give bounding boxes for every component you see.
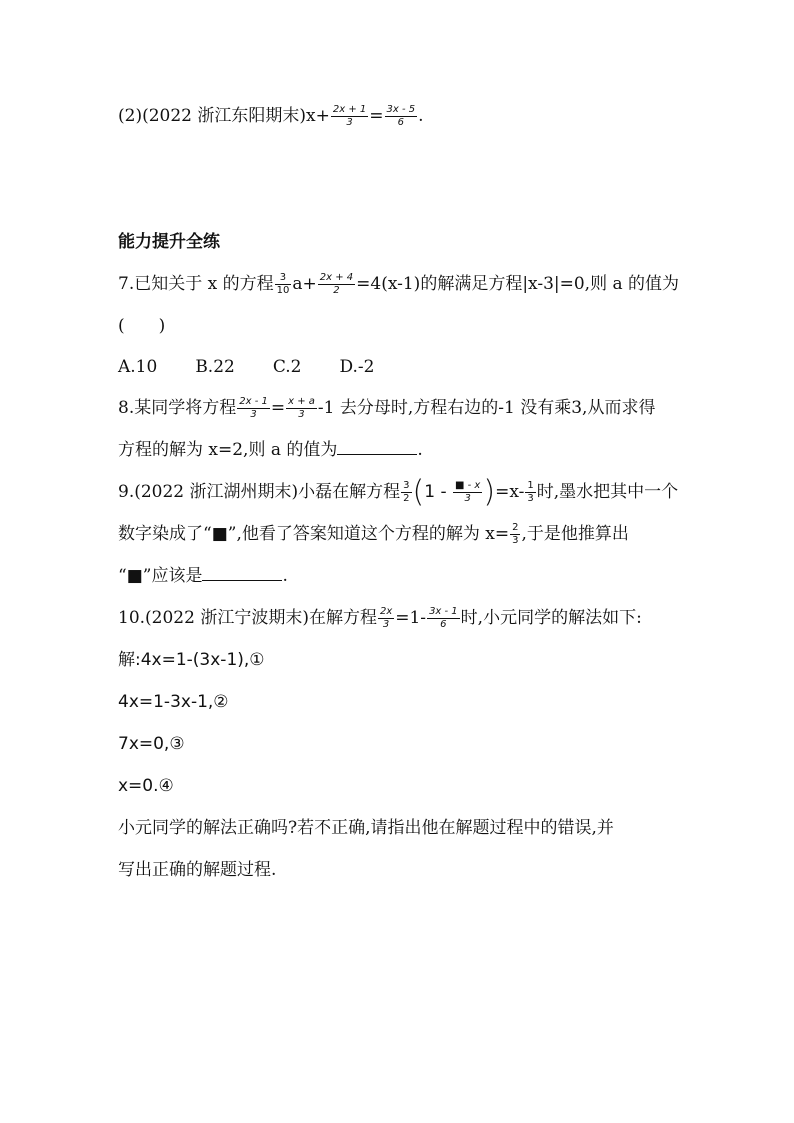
problem-10-question-line2: 写出正确的解题过程.: [118, 860, 277, 880]
problem-10: 10.(2022 浙江宁波期末)在解方程 $\frac{2x}{3}$ =1- $\frac{3x - 1}{6}$ 时,小元同学的解法如下:: [118, 606, 642, 630]
problem-6-2: (2)(2022 浙江东阳期末)x+ $\frac{2x + 1}{3}$ = $\frac{3x - 5}{6}$ .: [118, 104, 424, 128]
solution-step-3: 7x=0,③: [118, 734, 185, 754]
section-title: 能力提升全练: [118, 232, 220, 252]
fraction: $\frac{2x + 4}{2}$: [319, 272, 354, 296]
answer-blank[interactable]: [337, 438, 417, 455]
choice-c: C.2: [272, 357, 302, 377]
fraction: $\frac{3}{10}$: [276, 272, 290, 296]
problem-8-line2: 方程的解为 x=2,则 a 的值为 .: [118, 440, 423, 460]
fraction: $\frac{3x - 1}{6}$: [429, 606, 458, 630]
fraction: $\frac{1}{3}$: [527, 480, 534, 504]
problem-9-line2: 数字染成了“■”,他看了答案知道这个方程的解为 x= $\frac{2}{3}$ ,于是他推算出: [118, 522, 629, 546]
choice-list: [118, 355, 412, 379]
choice-d: D.-2: [339, 357, 375, 377]
answer-blank[interactable]: [202, 564, 282, 581]
right-paren: ): [483, 474, 496, 510]
choice-a: A.10: [118, 357, 158, 377]
fraction: $\frac{2x + 1}{3}$: [332, 104, 367, 128]
fraction: $\frac{■ - x}{3}$: [455, 480, 481, 504]
problem-9: 9.(2022 浙江湖州期末)小磊在解方程 $\frac{3}{2}$ (1 - $\frac{■ - x}{3}$ )=x- $\frac{1}{3}$ 时,墨水把其中一个: [118, 474, 679, 510]
problem-8: 8.某同学将方程 $\frac{2x - 1}{3}$ = $\frac{x + a}{3}$ -1 去分母时,方程右边的-1 没有乘3,从而求得: [118, 396, 656, 420]
problem-9-line3: “■”应该是 .: [118, 566, 288, 586]
choice-b: B.22: [195, 357, 235, 377]
fraction: $\frac{2}{3}$: [512, 522, 519, 546]
fraction: $\frac{x + a}{3}$: [288, 396, 315, 420]
solution-step-4: x=0.④: [118, 776, 174, 796]
fraction: $\frac{2x}{3}$: [379, 606, 393, 630]
problem-10-question: 小元同学的解法正确吗?若不正确,请指出他在解题过程中的错误,并: [118, 818, 614, 838]
left-paren: (: [412, 474, 425, 510]
solution-step-2: 4x=1-3x-1,②: [118, 692, 229, 712]
fraction: $\frac{3}{2}$: [403, 480, 410, 504]
solution-step-1: 解:4x=1-(3x-1),①: [118, 650, 265, 670]
problem-6-2-prefix: (2)(2022 浙江东阳期末)x+: [118, 106, 330, 126]
fraction: $\frac{2x - 1}{3}$: [239, 396, 268, 420]
problem-7: 7.已知关于 x 的方程 $\frac{3}{10}$ a+ $\frac{2x + 4}{2}$ =4(x-1)的解满足方程|x-3|=0,则 a 的值为: [118, 272, 680, 296]
answer-parentheses: ( ): [118, 316, 166, 336]
fraction: $\frac{3x - 5}{6}$: [386, 104, 416, 128]
